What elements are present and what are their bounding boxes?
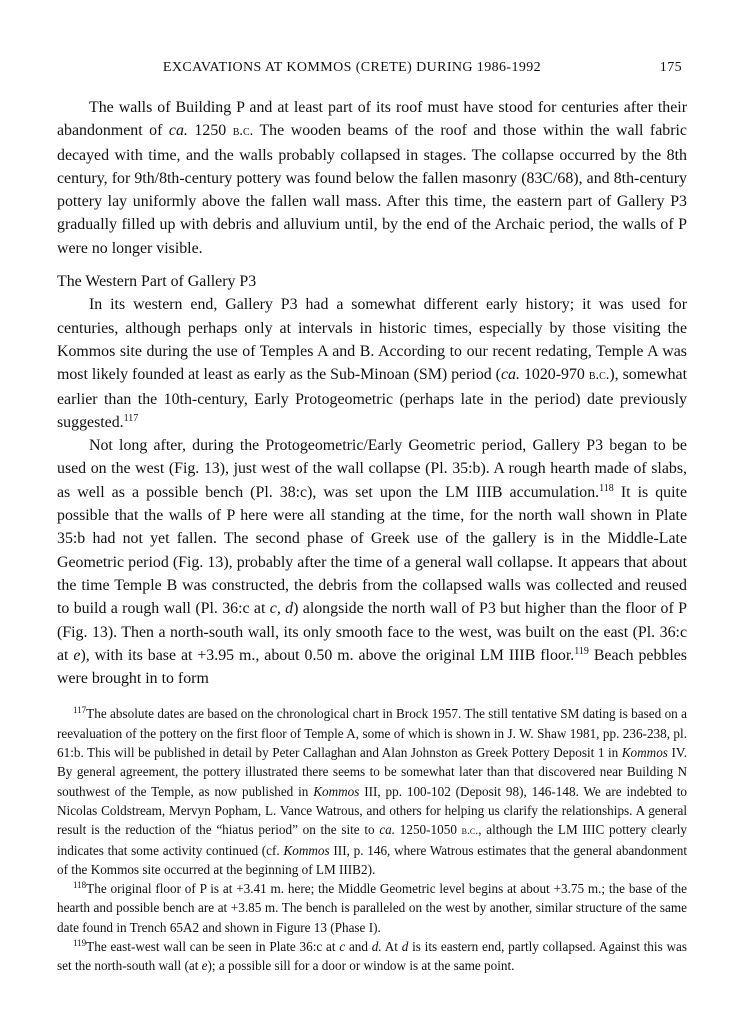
italic-run: ca. — [168, 122, 188, 140]
italic-run: c, d — [269, 600, 294, 618]
text-run: ) alongside the north wall of P3 but higher than the floor of P (Fig. 13). Then a north-south wall, its only smooth face to the west, was built on the east (Pl. 36:c at — [57, 600, 687, 664]
text-run: The original floor of P is at +3.41 m. here; the Middle Geometric level begins at about +3.75 m.; the base of the hearth and possible bench are at +3.85 m. The bench is paralleled on the west by another, similar structure of the same date found in Trench 65A2 and shown in Figure 13 (Phase I). — [57, 881, 687, 935]
small-caps-run: b.c. — [461, 823, 479, 838]
text-run: 1020-970 — [519, 366, 589, 384]
text-run: It is quite possible that the walls of P here were all standing at the time, for the north wall shown in Plate 35:b had not yet fallen. The second phase of Greek use of the gallery is in the Middle-Late Geometric period (Fig. 13), probably after the time of a general wall collapse. It appears that about the time Temple B was constructed, the debris from the collapsed walls was collected and reused to build a rough wall (Pl. 36:c at — [57, 483, 687, 618]
italic-run: e — [201, 958, 208, 974]
text-run: III, p. 146, where Watrous estimates that the general abandonment of the Kommos site occurred at the beginning of LM IIIB2). — [57, 842, 688, 877]
section-heading: The Western Part of Gallery P3 — [57, 273, 257, 291]
footnote-ref-117[interactable]: 117 — [123, 412, 139, 424]
footnote-118 — [57, 879, 687, 937]
paragraph-western-part — [57, 293, 687, 434]
footnote-number: 119 — [73, 937, 87, 948]
text-run: 1250 — [187, 122, 233, 140]
text-run: At — [381, 938, 402, 954]
text-run: Beach pebbles were brought in to form — [57, 646, 687, 688]
italic-run: Kommos — [621, 745, 668, 761]
text-run: Not long after, during the Protogeometric/Early Geometric period, Gallery P3 began to be used on the west (Fig. 13), just west of the wall collapse (Pl. 35:b). A rough hearth made of slabs, as well as a possible bench (Pl. 38:c), was set upon the LM IIIB accumulation. — [57, 437, 687, 501]
footnote-number: 117 — [73, 705, 87, 716]
footnote-119 — [57, 937, 687, 976]
footnote-ref-119[interactable]: 119 — [574, 645, 589, 657]
italic-run: e — [73, 646, 81, 664]
text-run: , although the LM IIIC pottery clearly indicates that some activity continued (cf. — [57, 822, 687, 858]
italic-run: ca. — [379, 822, 396, 838]
paragraph-geometric-use — [57, 434, 687, 690]
text-run: ), somewhat earlier than the 10th-century, Early Protogeometric (perhaps late in the period) date previously suggested. — [57, 366, 687, 431]
text-run: 1250-1050 — [395, 822, 462, 838]
text-run: and — [345, 938, 372, 954]
paragraph-collapse — [57, 96, 687, 260]
small-caps-run: b.c. — [588, 367, 610, 384]
footnote-117 — [57, 704, 687, 879]
italic-run: ca. — [500, 366, 520, 384]
page — [57, 52, 687, 976]
text-run: is its eastern end, partly collapsed. Against this was set the north-south wall (at — [57, 938, 687, 974]
text-run: The wooden beams of the roof and those within the wall fabric decayed with time, and the walls probably collapsed in stages. The collapse occurred by the 8th century, for 9th/8th-century pottery was found below the fallen masonry (83C/68), and 8th-century pottery lay uniformly above the fallen wall mass. After this time, the eastern part of Gallery P3 gradually filled up with debris and alluvium until, by the end of the Archaic period, the walls of P were no longer visible. — [57, 122, 687, 257]
italic-run: d. — [371, 938, 382, 954]
text-run: ), with its base at +3.95 m., about 0.50 m. above the original LM IIIB floor. — [80, 646, 575, 664]
text-run: The east-west wall can be seen in Plate 36:c at — [86, 938, 340, 954]
text-run: III, pp. 100-102 (Deposit 98), 146-148. We are indebted to Nicolas Coldstream, Mervyn Popham, L. Vance Watrous, and others for helping us clarify the relationships. A general result is the reduction of the “hiatus period” on the site to — [57, 783, 687, 838]
running-head — [57, 52, 687, 74]
italic-run: Kommos — [313, 783, 360, 799]
text-run: IV. By general agreement, the pottery illustrated there seems to be somewhat later than that discovered near Building N southwest of the Temple, as now published in — [57, 745, 687, 799]
running-head-title: EXCAVATIONS AT KOMMOS (CRETE) DURING 1986-1992 — [162, 60, 542, 75]
body-text — [57, 96, 687, 690]
page-number: 175 — [659, 60, 682, 75]
text-run: The walls of Building P and at least part of its roof must have stood for centuries after their abandonment of — [57, 99, 687, 140]
text-run: ); a possible sill for a door or window is at the same point. — [207, 958, 515, 974]
footnote-ref-118[interactable]: 118 — [599, 482, 614, 494]
italic-run: d — [401, 938, 409, 954]
italic-run: c — [339, 938, 346, 954]
italic-run: Kommos — [283, 842, 330, 858]
text-run: In its western end, Gallery P3 had a somewhat different early history; it was used for centuries, although perhaps only at intervals in historic times, especially by those visiting the Kommos site during the use of Temples A and B. According to our recent redating, Temple A was most likely founded at least as early as the Sub-Minoan (SM) period ( — [57, 296, 687, 384]
footnotes — [57, 704, 687, 975]
footnote-number: 118 — [73, 880, 87, 891]
small-caps-run: b.c. — [232, 123, 254, 140]
text-run: The absolute dates are based on the chronological chart in Brock 1957. The still tentative SM dating is based on a reevaluation of the pottery on the first floor of Temple A, some of which is shown in J. W. Shaw 1981, pp. 236-238, pl. 61:b. This will be published in detail by Peter Callaghan and Alan Johnston as Greek Pottery Deposit 1 in — [57, 706, 687, 761]
